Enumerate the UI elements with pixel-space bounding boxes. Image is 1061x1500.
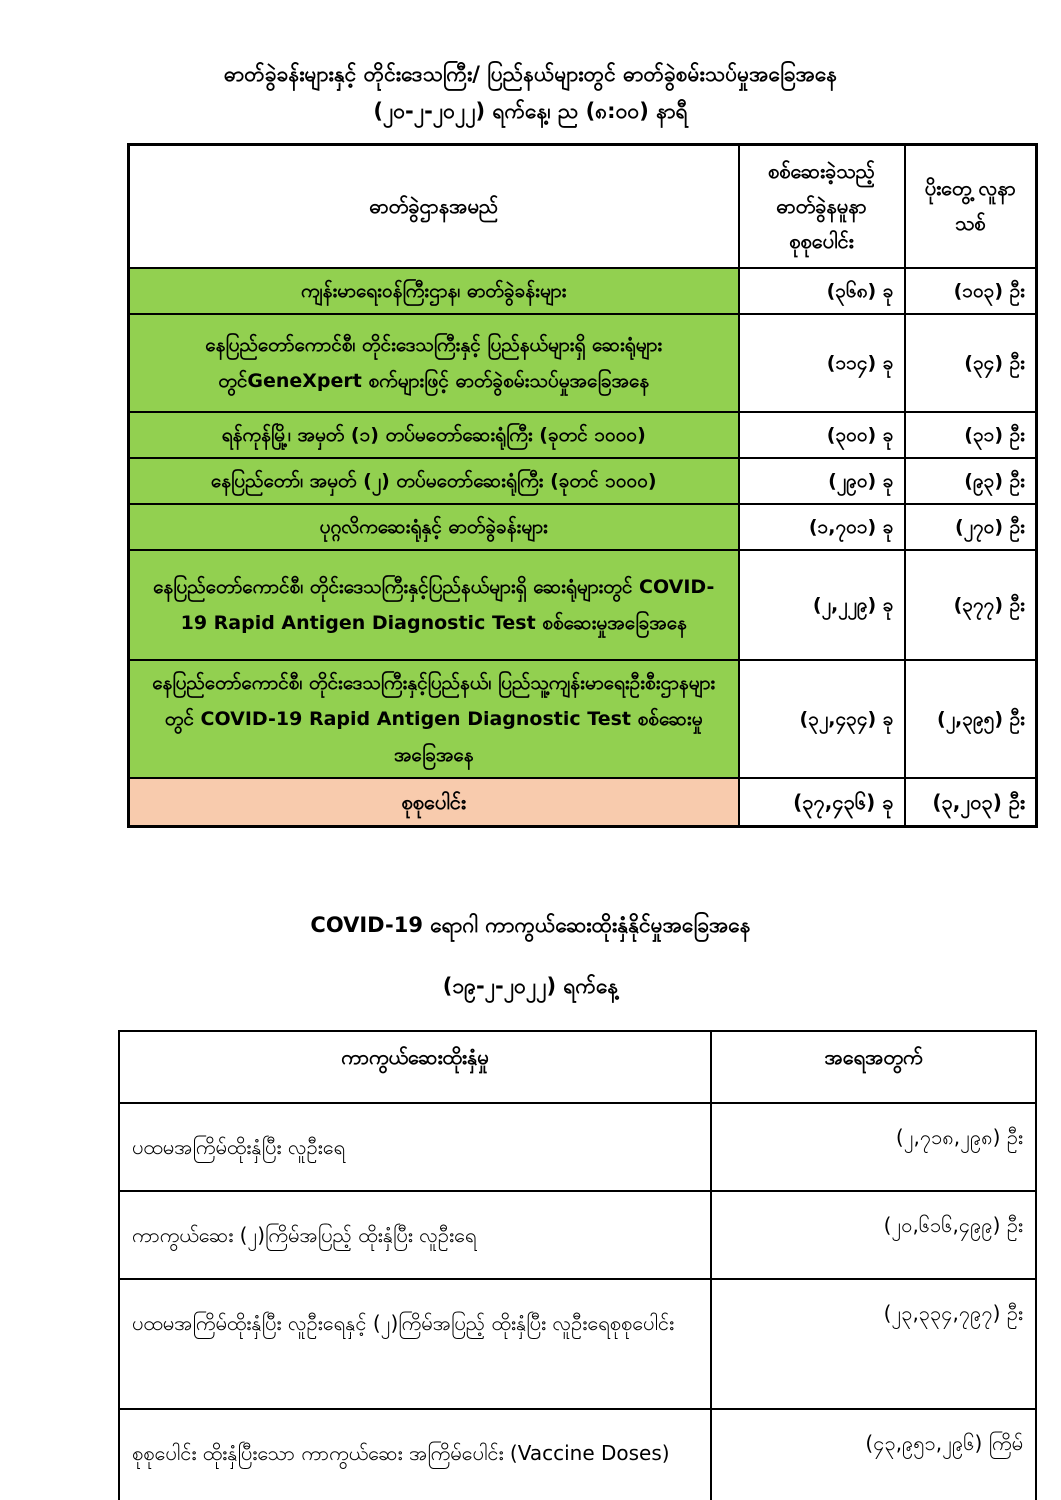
positive-count-cell: (၂၇၀) ဦး <box>905 504 1037 550</box>
lab-table-row <box>129 314 1037 412</box>
positive-count-cell: (၃၁) ဦး <box>905 412 1037 458</box>
positive-count-cell: (၃၇၇) ဦး <box>905 550 1037 660</box>
lab-name-cell: ရန်ကုန်မြို့၊ အမှတ် (၁) တပ်မတော်ဆေးရုံကြီး (ခုတင် ၁၀၀၀) <box>129 412 739 458</box>
lab-table-row <box>129 412 1037 458</box>
sample-count-cell: (၁၁၄) ခု <box>739 314 905 412</box>
lab-name-cell: နေပြည်တော်၊ အမှတ် (၂) တပ်မတော်ဆေးရုံကြီး (ခုတင် ၁၀၀၀) <box>129 458 739 504</box>
lab-table-row <box>129 458 1037 504</box>
vaccination-value-cell: (၂၃,၃၃၄,၇၉၇) ဦး <box>711 1279 1036 1409</box>
vaccination-value-cell: (၂၀,၆၁၆,၄၉၉) ဦး <box>711 1191 1036 1279</box>
lab-name-cell: ပုဂ္ဂလိကဆေးရုံနှင့် ဓာတ်ခွဲခန်းများ <box>129 504 739 550</box>
positive-count-cell: (၂,၃၉၅) ဦး <box>905 660 1037 778</box>
vaccination-row <box>119 1409 1036 1500</box>
vaccination-label-cell: ကာကွယ်ဆေး (၂)ကြိမ်အပြည့် ထိုးနှံပြီး လူဦးရေ <box>119 1191 711 1279</box>
vaccination-label-cell: စုစုပေါင်း ထိုးနှံပြီးသော ကာကွယ်ဆေး အကြိမ်ပေါင်း (Vaccine Doses) <box>119 1409 711 1500</box>
page-title: ဓာတ်ခွဲခန်းများနှင့် တိုင်းဒေသကြီး/ ပြည်နယ်များတွင် ဓာတ်ခွဲစမ်းသပ်မှုအခြေအနေ <box>223 62 838 86</box>
lab-header-positives: ပိုးတွေ့ လူနာသစ် <box>905 144 1037 268</box>
lab-table-row <box>129 550 1037 660</box>
positive-count-cell: (၃၄) ဦး <box>905 314 1037 412</box>
vaccination-value-cell: (၄၃,၉၅၁,၂၉၆) ကြိမ် <box>711 1409 1036 1500</box>
vaccination-row <box>119 1279 1036 1409</box>
lab-testing-table <box>127 143 1038 829</box>
sample-count-cell: (၁,၇၀၁) ခု <box>739 504 905 550</box>
lab-table-header-row <box>129 144 1037 268</box>
page-date-line: (၂၀-၂-၂၀၂၂) ရက်နေ့၊ ည (၈:၀၀) နာရီ <box>373 98 688 123</box>
sample-count-cell: (၂၉၀) ခု <box>739 458 905 504</box>
vaccination-header-row <box>119 1031 1036 1103</box>
lab-table-row <box>129 504 1037 550</box>
lab-table-row <box>129 268 1037 314</box>
sample-count-cell: (၂,၂၂၉) ခု <box>739 550 905 660</box>
lab-name-cell: ကျန်းမာရေးဝန်ကြီးဌာန၊ ဓာတ်ခွဲခန်းများ <box>129 268 739 314</box>
total-positive-count-cell: (၃,၂၀၃) ဦး <box>905 778 1037 827</box>
lab-table-total-row <box>129 778 1037 827</box>
vaccination-row <box>119 1191 1036 1279</box>
lab-name-cell: နေပြည်တော်ကောင်စီ၊ တိုင်းဒေသကြီးနှင့်ပြည်နယ်၊ ပြည်သူ့ကျန်းမာရေးဦးစီးဌာနများတွင် COVID-19 Rapid Antigen Diagnostic Test စစ်ဆေးမှုအခြေအနေ <box>129 660 739 778</box>
sample-count-cell: (၃၀၀) ခု <box>739 412 905 458</box>
lab-header-name: ဓာတ်ခွဲဌာနအမည် <box>129 144 739 268</box>
lab-name-cell: နေပြည်တော်ကောင်စီ၊ တိုင်းဒေသကြီးနှင့်ပြည်နယ်များရှိ ဆေးရုံများတွင် COVID-19 Rapid Antigen Diagnostic Test စစ်ဆေးမှုအခြေအနေ <box>129 550 739 660</box>
positive-count-cell: (၉၃) ဦး <box>905 458 1037 504</box>
vaccination-date-line: (၁၉-၂-၂၀၂၂) ရက်နေ့ <box>442 974 619 999</box>
positive-count-cell: (၁၀၃) ဦး <box>905 268 1037 314</box>
lab-name-cell: နေပြည်တော်ကောင်စီ၊ တိုင်းဒေသကြီးနှင့် ပြည်နယ်များရှိ ဆေးရုံများတွင်GeneXpert စက်များဖြင့် ဓာတ်ခွဲစမ်းသပ်မှုအခြေအနေ <box>129 314 739 412</box>
vaccination-section-title: COVID-19 ရောဂါ ကာကွယ်ဆေးထိုးနှံနိုင်မှုအခြေအနေ <box>310 913 751 938</box>
vaccination-row <box>119 1103 1036 1191</box>
vaccination-label-cell: ပထမအကြိမ်ထိုးနှံပြီး လူဦးရေနှင့် (၂)ကြိမ်အပြည့် ထိုးနှံပြီး လူဦးရေစုစုပေါင်း <box>119 1279 711 1409</box>
total-label-cell: စုစုပေါင်း <box>129 778 739 827</box>
sample-count-cell: (၃၆၈) ခု <box>739 268 905 314</box>
vaccination-label-cell: ပထမအကြိမ်ထိုးနှံပြီး လူဦးရေ <box>119 1103 711 1191</box>
lab-header-samples: စစ်ဆေးခဲ့သည့် ဓာတ်ခွဲနမူနာ စုစုပေါင်း <box>739 144 905 268</box>
lab-table-row <box>129 660 1037 778</box>
vaccination-table <box>118 1030 1037 1500</box>
vaccination-value-cell: (၂,၇၁၈,၂၉၈) ဦး <box>711 1103 1036 1191</box>
vaccination-header-value: အရေအတွက် <box>711 1031 1036 1103</box>
vaccination-header-label: ကာကွယ်ဆေးထိုးနှံမှု <box>119 1031 711 1103</box>
total-sample-count-cell: (၃၇,၄၃၆) ခု <box>739 778 905 827</box>
sample-count-cell: (၃၂,၄၃၄) ခု <box>739 660 905 778</box>
